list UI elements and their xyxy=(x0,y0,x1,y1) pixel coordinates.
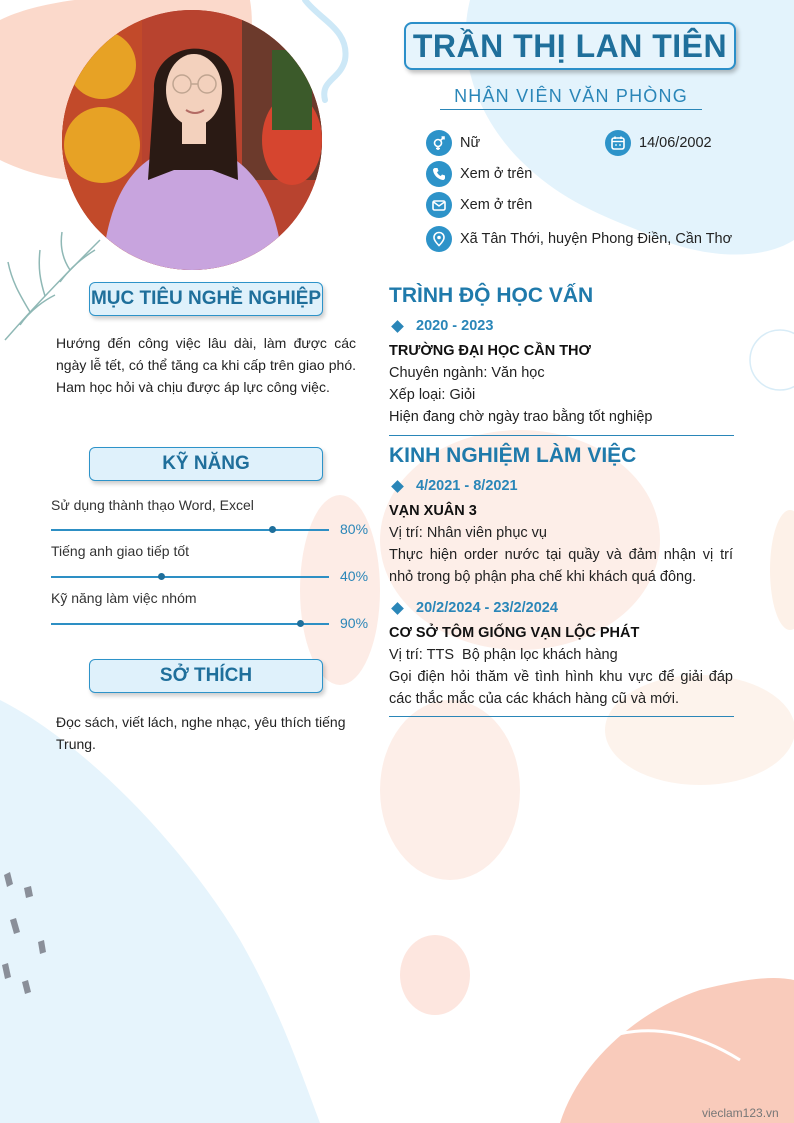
job-description: Gọi điện hỏi thăm về tình hình khu vực để giải đáp các thắc mắc của các khách hàng cũ và mới. xyxy=(389,669,733,707)
portrait-photo xyxy=(62,10,322,270)
job-description: Thực hiện order nước tại quầy và đảm nhận vị trí nhỏ trong bộ phận pha chế khi khách quá đông. xyxy=(389,547,733,585)
address-value: Xã Tân Thới, huyện Phong Điền, Cần Thơ xyxy=(460,231,733,247)
job-position: Vị trí: Nhân viên phục vụ xyxy=(389,525,547,541)
skill-item xyxy=(51,497,371,537)
gender-icon xyxy=(426,130,452,156)
skill-bar xyxy=(51,576,329,578)
experience-heading: KINH NGHIỆM LÀM VIỆC xyxy=(389,444,637,467)
skill-label: Kỹ năng làm việc nhóm xyxy=(51,590,197,606)
skill-bar xyxy=(51,623,329,625)
contact-address xyxy=(426,226,732,252)
birthday-value: 14/06/2002 xyxy=(639,135,712,151)
experience-period xyxy=(389,600,558,616)
skill-item xyxy=(51,590,371,630)
company-name: VẠN XUÂN 3 xyxy=(389,503,477,519)
job-position: Vị trí: TTS Bộ phận lọc khách hàng xyxy=(389,647,618,663)
full-name: TRẦN THỊ LAN TIÊN xyxy=(404,22,736,70)
footer-brand: vieclam123.vn xyxy=(702,1106,779,1120)
objective-text: Hướng đến công việc lâu dài, làm được các ngày lễ tết, có thể tăng ca khi cấp trên giao phó. Ham học hỏi và chịu được áp lực công việc. xyxy=(56,335,356,395)
skill-percent: 90% xyxy=(340,615,369,631)
skill-level-marker xyxy=(158,573,165,580)
skill-level-marker xyxy=(297,620,304,627)
skill-level-marker xyxy=(269,526,276,533)
job-title: NHÂN VIÊN VĂN PHÒNG xyxy=(440,86,702,110)
school-name: TRƯỜNG ĐẠI HỌC CẦN THƠ xyxy=(389,343,591,359)
phone-icon xyxy=(426,161,452,187)
period-text: 4/2021 - 8/2021 xyxy=(416,478,518,494)
contact-email xyxy=(426,192,532,218)
period-text: 2020 - 2023 xyxy=(416,318,494,334)
location-pin-icon xyxy=(426,226,452,252)
calendar-icon xyxy=(605,130,631,156)
diamond-bullet-icon xyxy=(391,320,404,333)
skill-label: Sử dụng thành thạo Word, Excel xyxy=(51,497,254,513)
education-detail: Hiện đang chờ ngày trao bằng tốt nghiệp xyxy=(389,409,653,425)
education-detail: Xếp loại: Giỏi xyxy=(389,387,476,403)
skill-label: Tiếng anh giao tiếp tốt xyxy=(51,543,190,559)
education-period xyxy=(389,318,493,334)
diamond-bullet-icon xyxy=(391,480,404,493)
hobbies-heading: SỞ THÍCH xyxy=(89,659,323,693)
skill-percent: 80% xyxy=(340,521,369,537)
email-value: Xem ở trên xyxy=(460,197,533,213)
education-heading: TRÌNH ĐỘ HỌC VẤN xyxy=(389,284,594,307)
company-name: CƠ SỞ TÔM GIỐNG VẠN LỘC PHÁT xyxy=(389,625,640,641)
phone-value: Xem ở trên xyxy=(460,166,533,182)
diamond-bullet-icon xyxy=(391,602,404,615)
education-detail: Chuyên ngành: Văn học xyxy=(389,365,545,381)
divider xyxy=(389,716,734,717)
contact-phone xyxy=(426,161,532,187)
mail-icon xyxy=(426,192,452,218)
gender-value: Nữ xyxy=(460,135,481,151)
contact-gender xyxy=(426,130,480,156)
objective-heading: MỤC TIÊU NGHỀ NGHIỆP xyxy=(89,282,323,316)
hobbies-text: Đọc sách, viết lách, nghe nhạc, yêu thích tiếng Trung. xyxy=(56,714,346,752)
period-text: 20/2/2024 - 23/2/2024 xyxy=(416,600,558,616)
experience-period xyxy=(389,478,518,494)
avatar xyxy=(62,10,322,270)
contact-birthday xyxy=(605,130,712,156)
skill-percent: 40% xyxy=(340,568,369,584)
skill-bar xyxy=(51,529,329,531)
skill-item xyxy=(51,543,371,583)
skills-heading: KỸ NĂNG xyxy=(89,447,323,481)
divider xyxy=(389,435,734,436)
